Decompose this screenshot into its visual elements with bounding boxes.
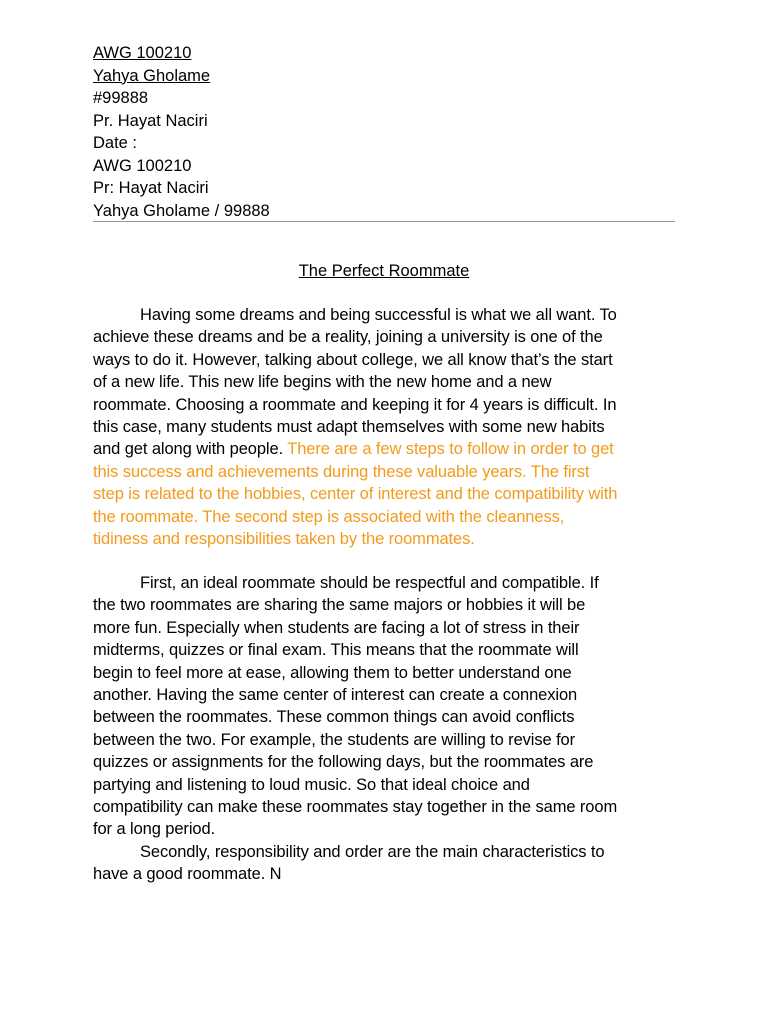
paragraph-introduction <box>93 304 675 550</box>
paragraph-line: between the two. For example, the students are willing to revise for <box>93 730 576 749</box>
paragraph-line: partying and listening to loud music. So that ideal choice and <box>93 775 530 794</box>
paragraph-line: roommate. Choosing a roommate and keeping it for 4 years is difficult. In <box>93 395 617 414</box>
date-label: Date : <box>93 134 138 152</box>
thesis-highlight: There are a few steps to follow in order to get <box>287 440 614 459</box>
paragraph-line: this case, many students must adapt themselves with some new habits <box>93 418 605 437</box>
thesis-highlight-line: this success and achievements during these valuable years. The first <box>93 462 590 481</box>
thesis-highlight-line: the roommate. The second step is associated with the cleanness, <box>93 507 565 526</box>
thesis-highlight-line: tidiness and responsibilities taken by the roommates. <box>93 530 475 549</box>
paragraph-line: have a good roommate. N <box>93 865 282 884</box>
professor-name: Pr. Hayat Naciri <box>93 111 208 130</box>
paragraph-line: achieve these dreams and be a reality, joining a university is one of the <box>93 328 603 347</box>
paragraph-line: ways to do it. However, talking about college, we all know that’s the start <box>93 350 613 369</box>
course-code: AWG 100210 <box>93 44 192 62</box>
document-header <box>93 42 675 222</box>
professor-name-repeat: Pr: Hayat Naciri <box>93 179 209 197</box>
student-name: Yahya Gholame <box>93 66 211 85</box>
paragraph-line: Having some dreams and being successful is what we all want. To <box>140 306 617 324</box>
paragraph-line: of a new life. This new life begins with the new home and a new <box>93 373 552 392</box>
paragraph-line: another. Having the same center of interest can create a connexion <box>93 686 578 705</box>
paragraph-line: midterms, quizzes or final exam. This means that the roommate will <box>93 641 579 660</box>
paragraph-line: compatibility can make these roommates stay together in the same room <box>93 798 618 817</box>
course-code-repeat: AWG 100210 <box>93 156 192 175</box>
paragraph-line: the two roommates are sharing the same majors or hobbies it will be <box>93 596 586 615</box>
paragraph-second-point <box>93 841 675 886</box>
paragraph-line: more fun. Especially when students are facing a lot of stress in their <box>93 618 580 637</box>
paragraph-line: First, an ideal roommate should be respectful and compatible. If <box>140 574 599 592</box>
paragraph-line: begin to feel more at ease, allowing them to better understand one <box>93 663 572 682</box>
paragraph-first-point <box>93 572 675 841</box>
paragraph-line: Secondly, responsibility and order are the main characteristics to <box>140 843 605 861</box>
paragraph-line: for a long period. <box>93 820 216 839</box>
student-id: #99888 <box>93 89 149 107</box>
thesis-highlight-line: step is related to the hobbies, center of interest and the compatibility with <box>93 485 618 504</box>
header-divider <box>93 221 675 222</box>
student-name-id: Yahya Gholame / 99888 <box>93 201 270 220</box>
paragraph-line-mixed <box>93 438 675 460</box>
paragraph-line: between the roommates. These common things can avoid conflicts <box>93 708 575 727</box>
plain-text: and get along with people. <box>93 440 288 459</box>
paragraph-line: quizzes or assignments for the following days, but the roommates are <box>93 753 594 772</box>
essay-title: The Perfect Roommate <box>298 262 470 280</box>
